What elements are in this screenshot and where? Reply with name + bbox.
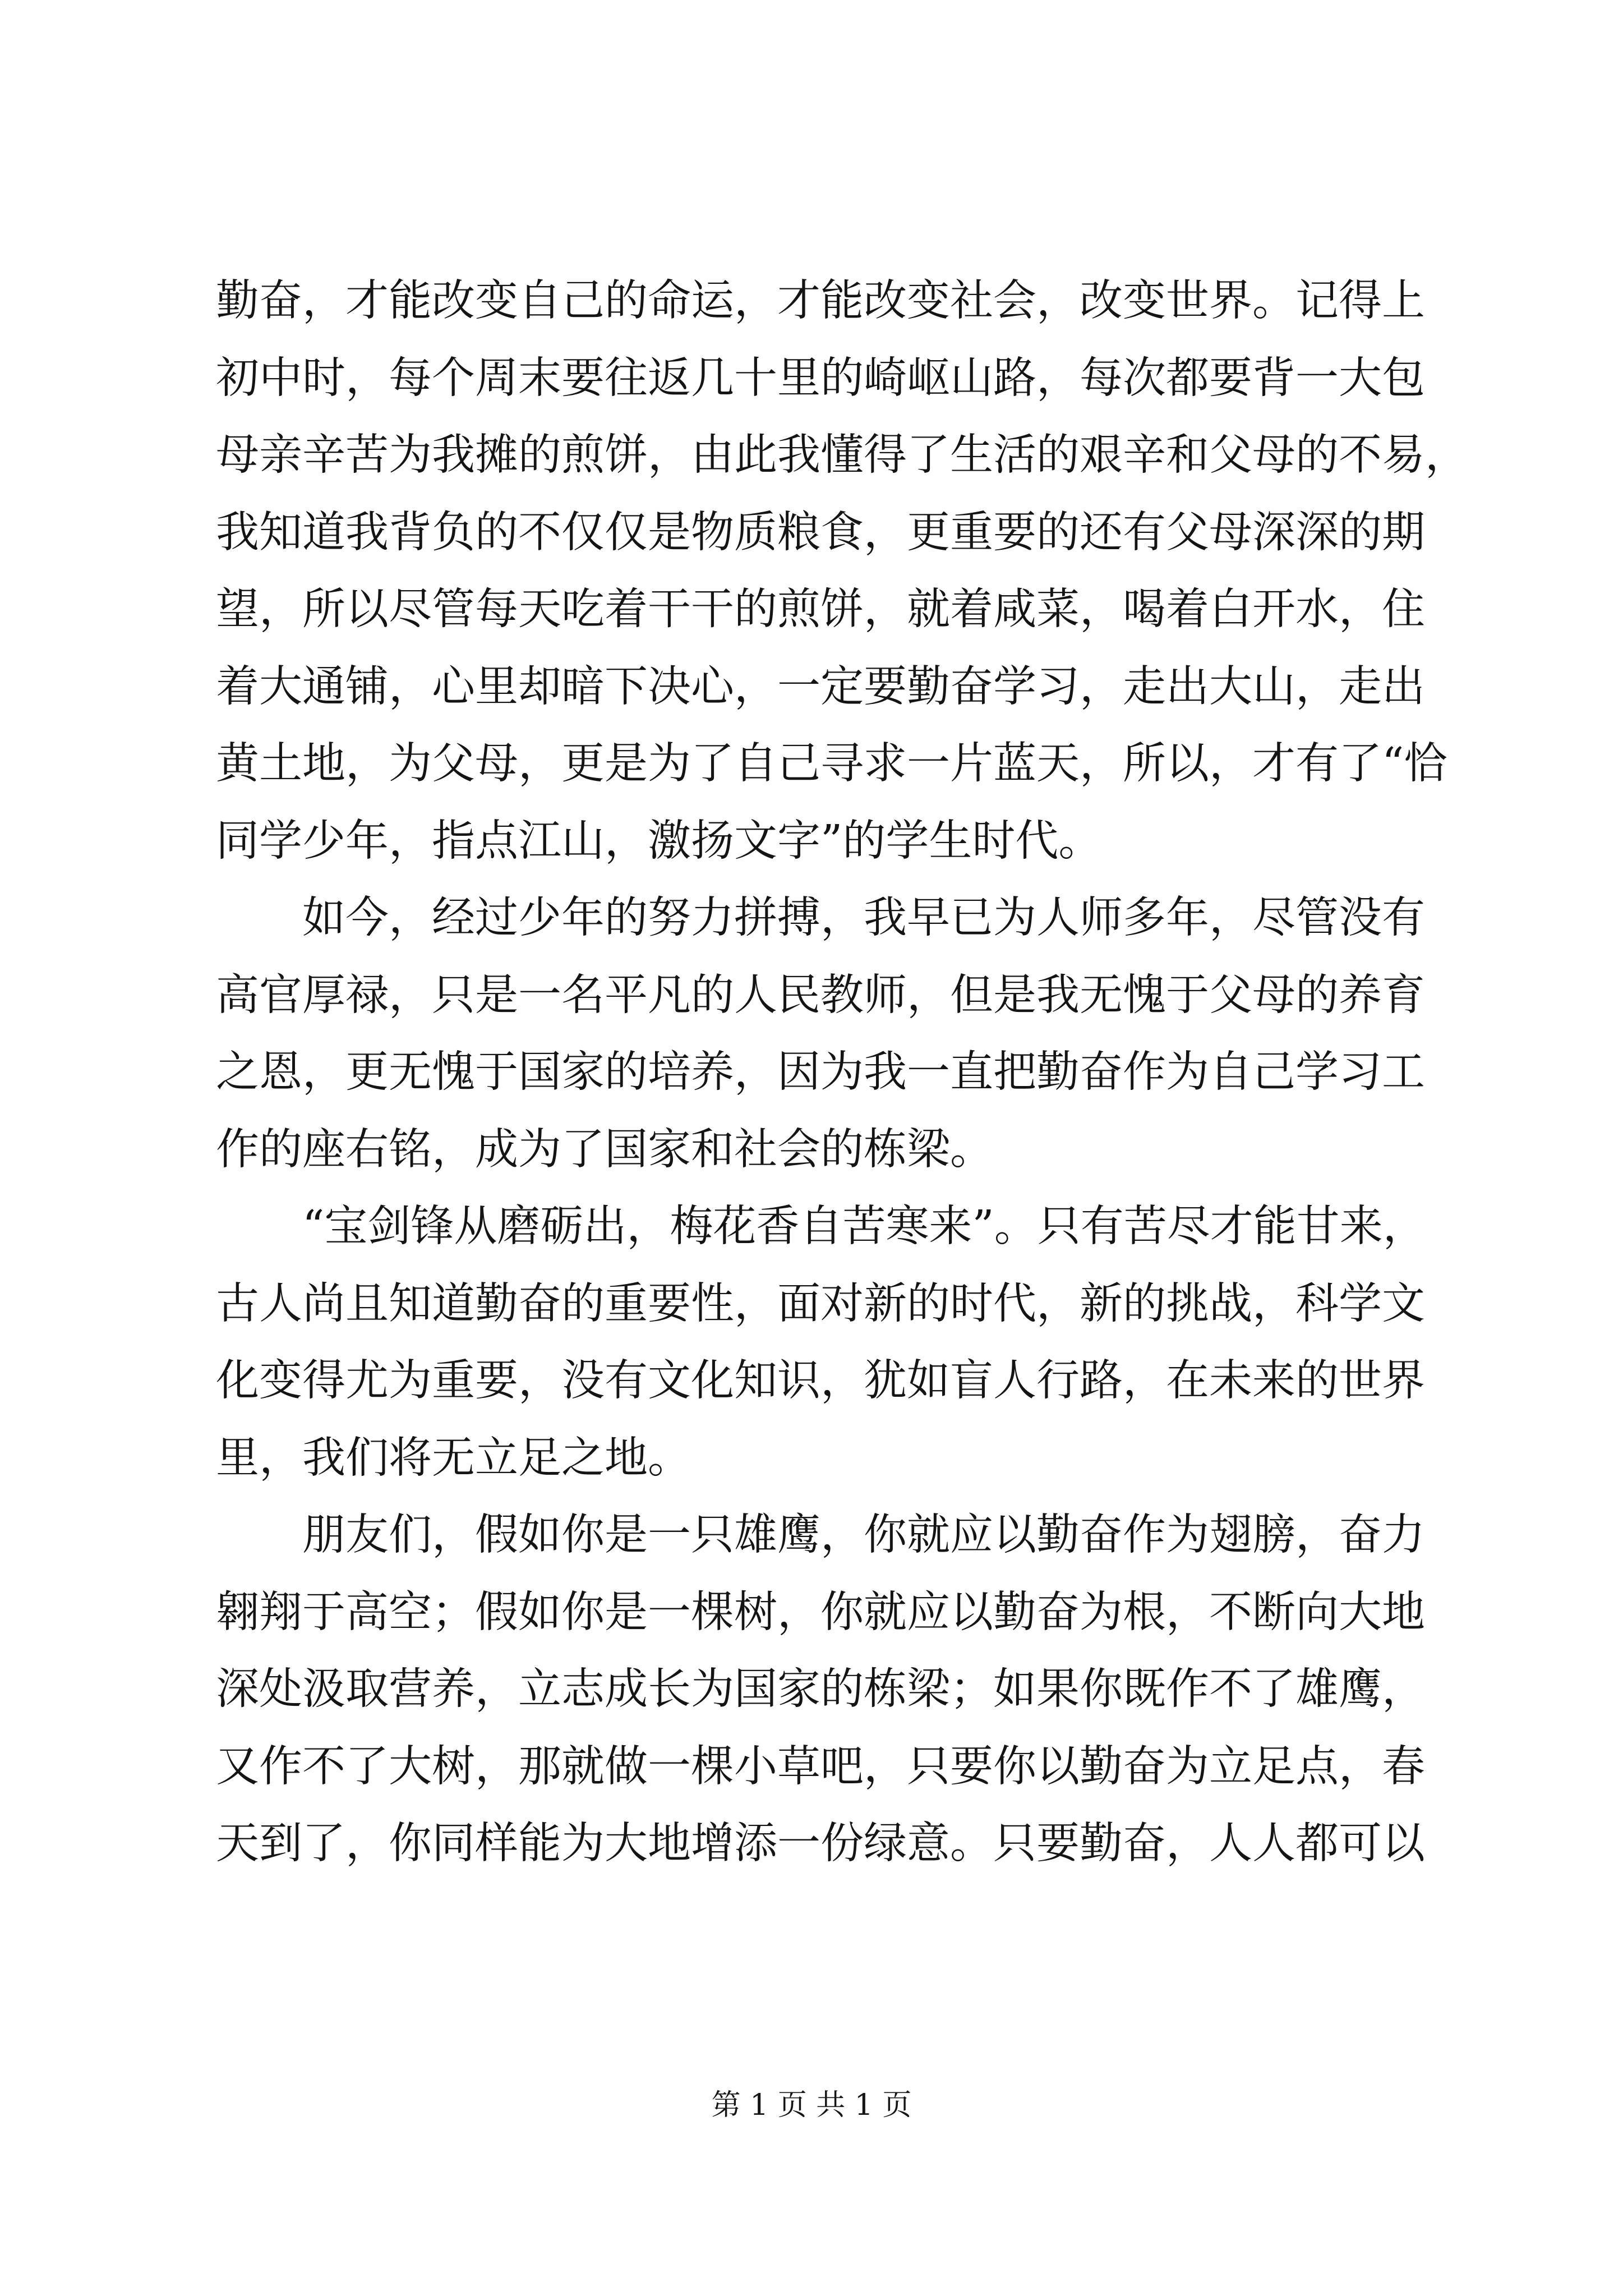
- body-text: [216, 263, 1472, 1883]
- text-line: 望，所以尽管每天吃着干干的煎饼，就着咸菜，喝着白开水，住: [216, 585, 1425, 634]
- text-line: 初中时，每个周末要往返几十里的崎岖山路，每次都要背一大包: [216, 353, 1425, 403]
- text-line: 黄土地，为父母，更是为了自己寻求一片蓝天，所以，才有了“恰: [216, 739, 1447, 789]
- text-line: 作的座右铭，成为了国家和社会的栋梁。: [216, 1124, 993, 1175]
- text-line: 又作不了大树，那就做一棵小草吧，只要你以勤奋为立足点，春: [216, 1741, 1425, 1792]
- text-line: 我知道我背负的不仅仅是物质粮食，更重要的还有父母深深的期: [216, 507, 1425, 558]
- text-line: 同学少年，指点江山，激扬文字”的学生时代。: [216, 816, 1102, 866]
- text-line: 高官厚禄，只是一名平凡的人民教师，但是我无愧于父母的养育: [216, 970, 1425, 1020]
- page-footer: 第 1 页 共 1 页: [711, 2088, 912, 2122]
- text-line: 母亲辛苦为我摊的煎饼，由此我懂得了生活的艰辛和父母的不易，: [216, 430, 1468, 480]
- text-line: 古人尚且知道勤奋的重要性，面对新的时代，新的挑战，科学文: [216, 1278, 1425, 1329]
- text-line: 深处汲取营养，立志成长为国家的栋梁；如果你既作不了雄鹰，: [216, 1664, 1425, 1714]
- text-line: 勤奋，才能改变自己的命运，才能改变社会，改变世界。记得上: [216, 276, 1425, 326]
- text-line: 翱翔于高空；假如你是一棵树，你就应以勤奋为根，不断向大地: [216, 1587, 1425, 1637]
- text-line: 朋友们，假如你是一只雄鹰，你就应以勤奋作为翅膀，奋力: [216, 1510, 1425, 1560]
- text-line: 着大通铺，心里却暗下决心，一定要勤奋学习，走出大山，走出: [216, 661, 1425, 712]
- text-line: 里，我们将无立足之地。: [216, 1433, 691, 1483]
- text-line: “宝剑锋从磨砺出，梅花香自苦寒来”。只有苦尽才能甘来，: [216, 1202, 1426, 1251]
- text-line: 如今，经过少年的努力拼搏，我早已为人师多年，尽管没有: [216, 893, 1425, 943]
- text-line: 化变得尤为重要，没有文化知识，犹如盲人行路，在未来的世界: [216, 1356, 1425, 1406]
- text-line: 天到了，你同样能为大地增添一份绿意。只要勤奋，人人都可以: [216, 1819, 1425, 1869]
- text-line: 之恩，更无愧于国家的培养，因为我一直把勤奋作为自己学习工: [216, 1047, 1425, 1097]
